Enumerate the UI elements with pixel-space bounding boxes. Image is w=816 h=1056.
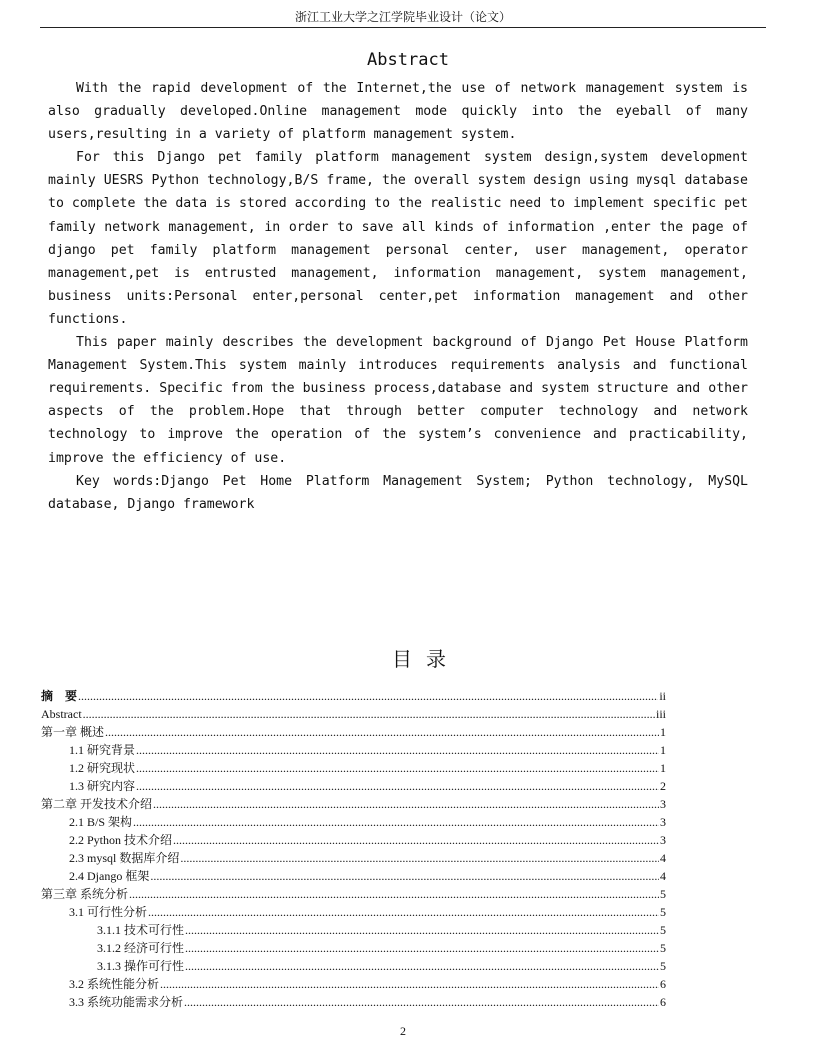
toc-entry[interactable]: [41, 975, 666, 993]
toc-entry[interactable]: [41, 759, 666, 777]
toc-entry-label: 3.1.3 操作可行性: [97, 959, 185, 973]
toc-entry-page: 5: [660, 887, 666, 901]
toc-entry-label: 3.1 可行性分析: [69, 905, 148, 919]
toc-leader-dots: [136, 741, 659, 759]
toc-entry[interactable]: [41, 813, 666, 831]
toc-entry-page: 1: [660, 743, 666, 757]
toc-entry-page: 3: [660, 797, 666, 811]
toc-entry[interactable]: [41, 705, 666, 723]
toc-leader-dots: [136, 777, 659, 795]
toc-leader-dots: [185, 957, 659, 975]
toc-leader-dots: [136, 759, 659, 777]
toc-entry[interactable]: [41, 867, 666, 885]
toc-entry-page: 5: [660, 905, 666, 919]
toc-entry[interactable]: [41, 795, 666, 813]
toc-leader-dots: [129, 885, 659, 903]
toc-entry-label: 第一章 概述: [41, 725, 105, 739]
toc-entry-label: 1.1 研究背景: [69, 743, 136, 757]
abstract-keywords: Key words:Django Pet Home Platform Management System; Python technology, MySQL database, Django framework: [48, 473, 748, 512]
toc-entry-label: 3.1.2 经济可行性: [97, 941, 185, 955]
toc-entry-label: 第三章 系统分析: [41, 887, 129, 901]
page-number: 2: [400, 1024, 406, 1038]
toc-leader-dots: [133, 813, 659, 831]
toc-entry-label: 2.1 B/S 架构: [69, 815, 133, 829]
toc-leader-dots: [173, 831, 659, 849]
toc-entry[interactable]: [41, 777, 666, 795]
toc-entry-label: 3.1.1 技术可行性: [97, 923, 185, 937]
toc-leader-dots: [185, 939, 659, 957]
toc-entry[interactable]: [41, 939, 666, 957]
toc-leader-dots: [78, 687, 658, 705]
abstract-paragraph: With the rapid development of the Internet,the use of network management system is also gradually developed.Online management mode quickly into the eyeball of many users,resulting in a variety of platform management system.: [48, 81, 748, 143]
abstract-paragraph: For this Django pet family platform management system design,system development mainly UESRS Python technology,B/S frame, the overall system design using mysql database to complete the data is stored according to the realistic need to implement specific pet family network management, in order to save all kinds of information ,enter the page of django pet family platform management personal center, user management, operator management,pet is entrusted management, information management, system management, business units:Personal enter,personal center,pet information management and other functions.: [48, 150, 748, 327]
toc-entry-page: iii: [655, 707, 666, 721]
toc-title: 目录: [392, 647, 460, 671]
toc-entry-page: 1: [660, 725, 666, 739]
toc-entry[interactable]: [41, 849, 666, 867]
toc-entry-page: 6: [660, 977, 666, 991]
toc-entry[interactable]: [41, 903, 666, 921]
table-of-contents: [41, 687, 666, 1011]
toc-entry[interactable]: [41, 741, 666, 759]
toc-entry-label: 第二章 开发技术介绍: [41, 797, 153, 811]
toc-entry-page: 5: [660, 959, 666, 973]
toc-leader-dots: [180, 849, 659, 867]
toc-leader-dots: [148, 903, 659, 921]
toc-entry-page: 5: [660, 941, 666, 955]
toc-entry[interactable]: [41, 885, 666, 903]
page-header: 浙江工业大学之江学院毕业设计（论文）: [40, 9, 766, 28]
toc-entry[interactable]: [41, 993, 666, 1011]
toc-leader-dots: [160, 975, 659, 993]
toc-entry-label: 摘 要: [41, 689, 78, 703]
toc-entry[interactable]: [41, 723, 666, 741]
toc-entry-label: 3.3 系统功能需求分析: [69, 995, 184, 1009]
abstract-title: Abstract: [367, 50, 449, 70]
toc-entry-label: 3.2 系统性能分析: [69, 977, 160, 991]
toc-entry-page: 4: [660, 869, 666, 883]
toc-entry-page: 5: [660, 923, 666, 937]
toc-leader-dots: [105, 723, 659, 741]
toc-leader-dots: [184, 993, 659, 1011]
toc-entry-page: 6: [660, 995, 666, 1009]
abstract-paragraph: This paper mainly describes the development background of Django Pet House Platform Management System.This system mainly introduces requirements analysis and functional requirements. Specific from the business process,database and system structure and other aspects of the problem.Hope that through better computer technology and network technology to improve the operation of the system’s convenience and practicability, improve the efficiency of use.: [48, 335, 748, 466]
toc-entry[interactable]: [41, 687, 666, 705]
toc-entry[interactable]: [41, 921, 666, 939]
abstract-body: [48, 77, 748, 516]
toc-entry-page: 3: [660, 815, 666, 829]
toc-leader-dots: [153, 795, 659, 813]
toc-entry-page: 2: [660, 779, 666, 793]
toc-entry-label: 2.3 mysql 数据库介绍: [69, 851, 180, 865]
toc-entry-label: Abstract: [41, 707, 82, 721]
toc-entry-page: 1: [660, 761, 666, 775]
toc-entry[interactable]: [41, 831, 666, 849]
toc-entry[interactable]: [41, 957, 666, 975]
toc-entry-label: 1.3 研究内容: [69, 779, 136, 793]
toc-leader-dots: [83, 705, 655, 723]
toc-entry-page: ii: [659, 689, 666, 703]
toc-entry-label: 2.4 Django 框架: [69, 869, 150, 883]
toc-entry-page: 4: [660, 851, 666, 865]
toc-entry-page: 3: [660, 833, 666, 847]
toc-leader-dots: [150, 867, 659, 885]
toc-entry-label: 2.2 Python 技术介绍: [69, 833, 173, 847]
toc-entry-label: 1.2 研究现状: [69, 761, 136, 775]
toc-leader-dots: [185, 921, 659, 939]
